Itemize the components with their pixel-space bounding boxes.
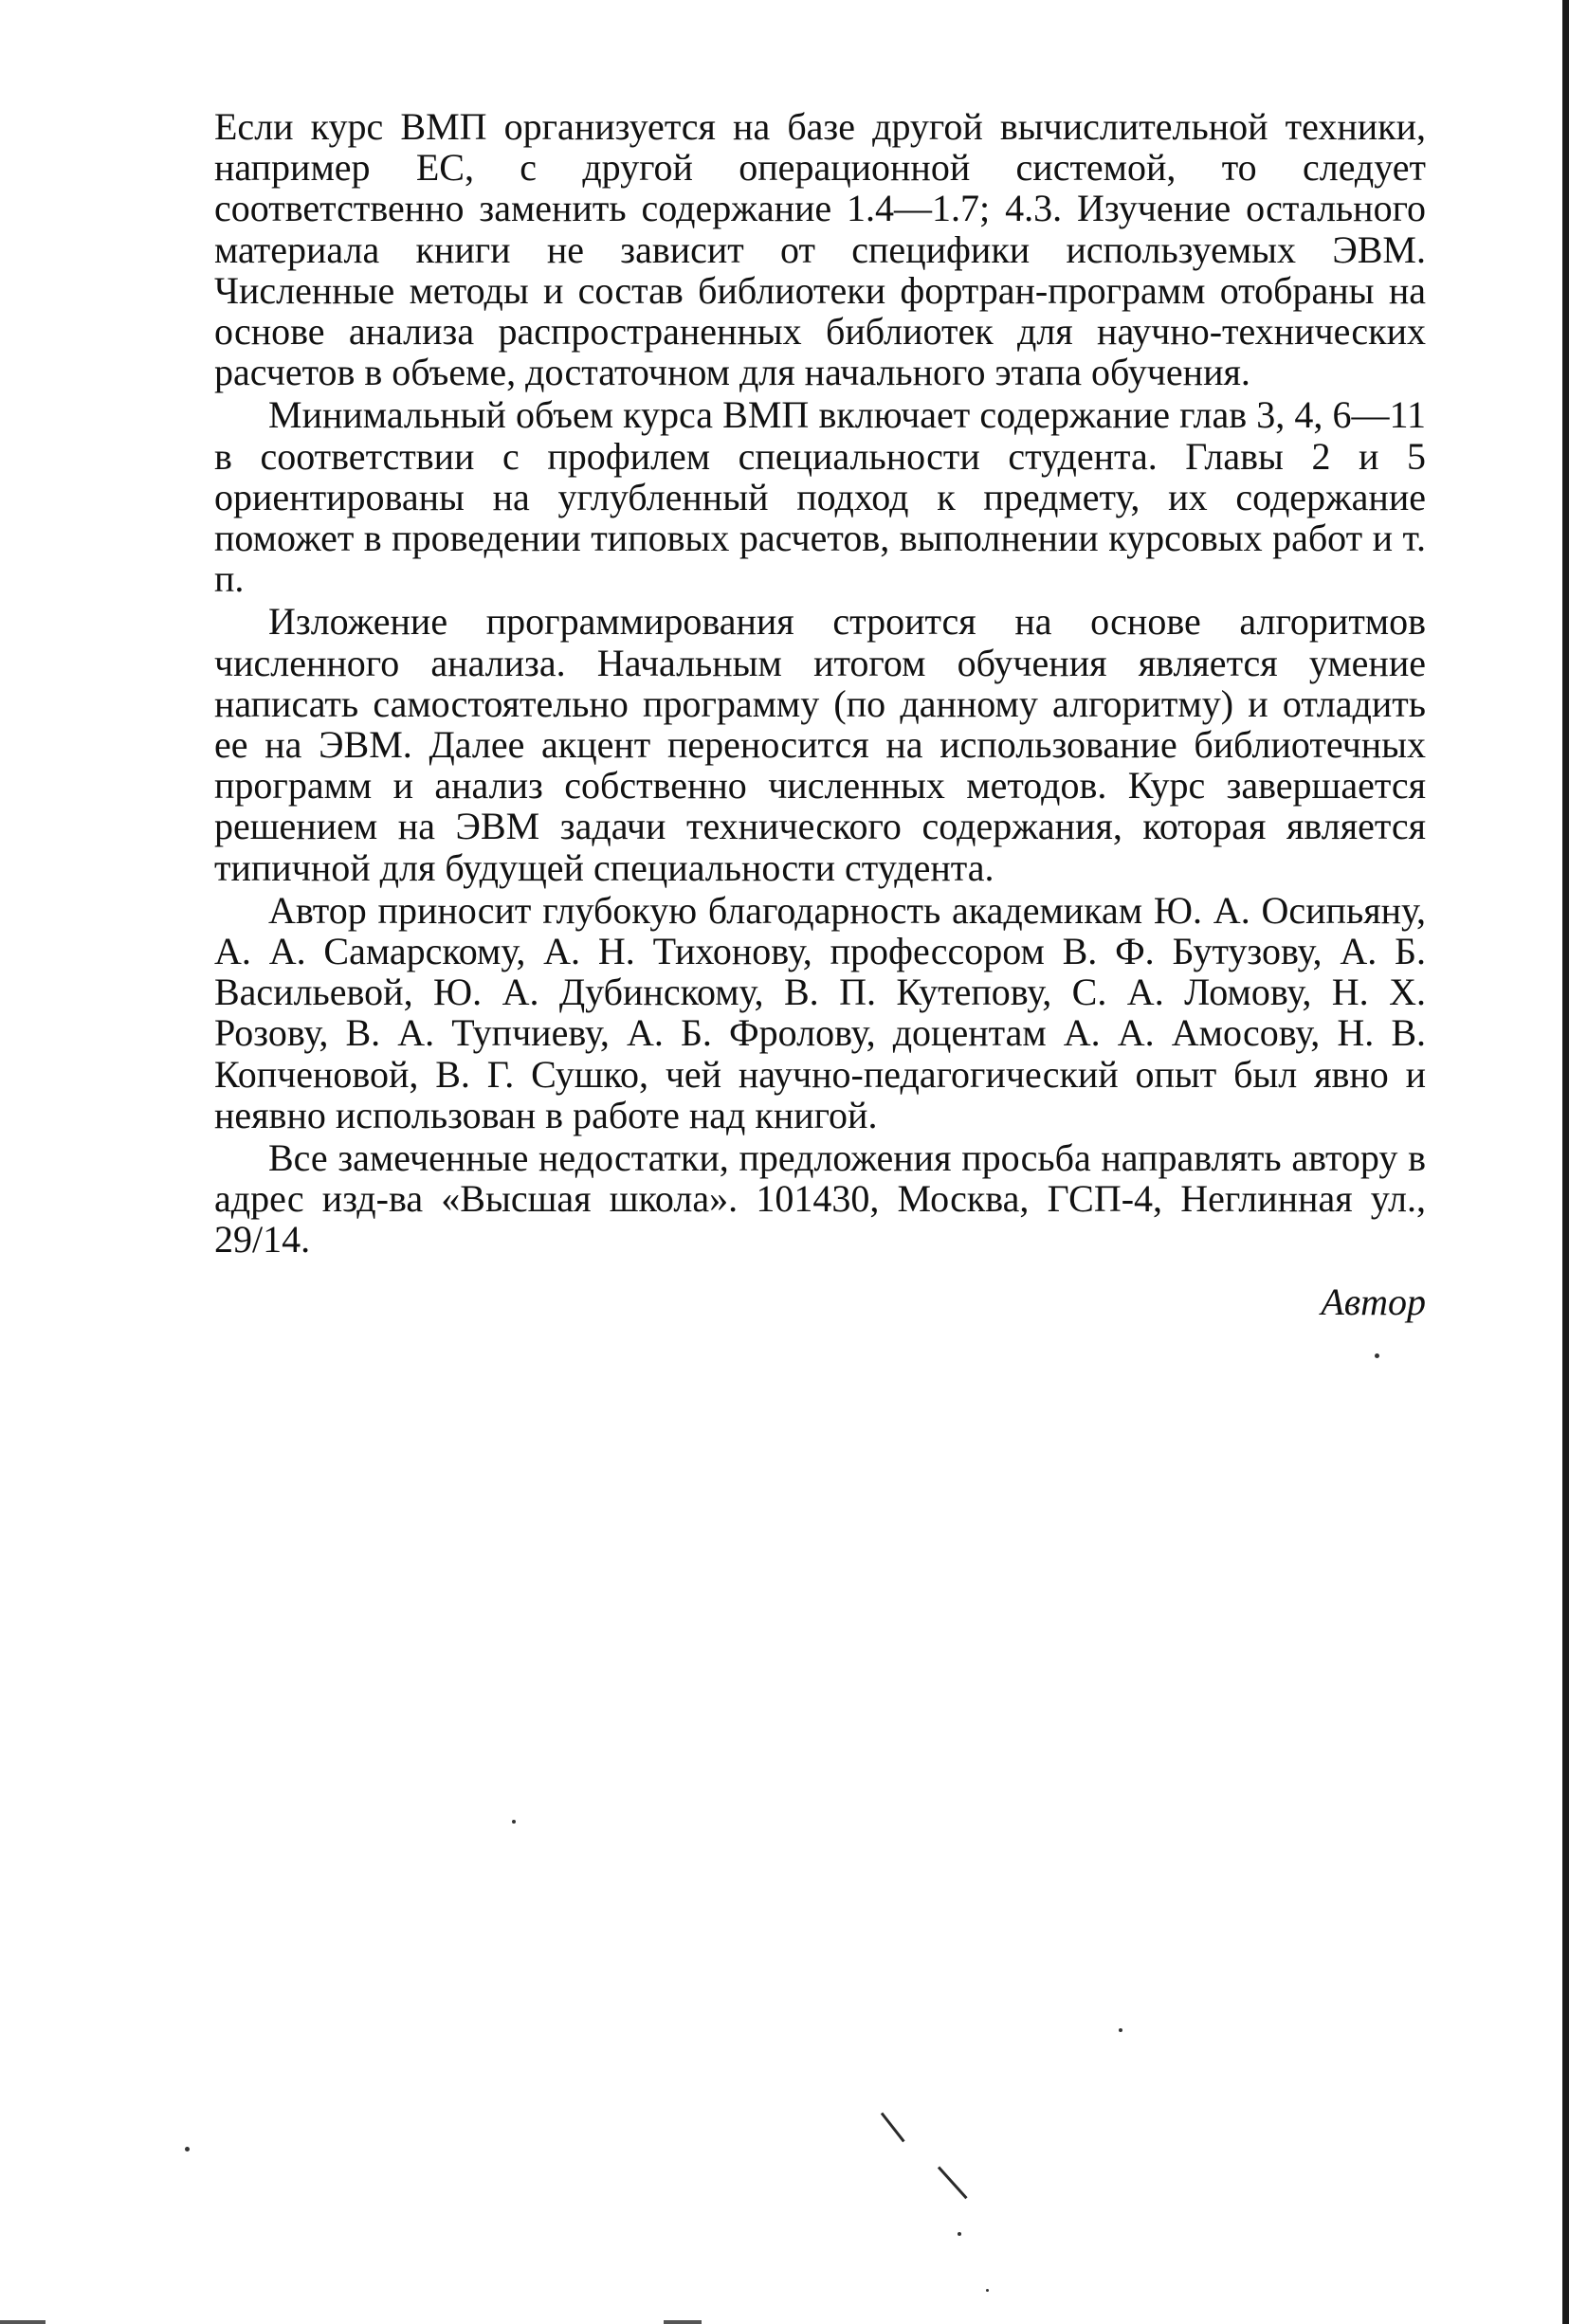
paragraph-programming-approach: Изложение программирования строится на основе алгоритмов численного анализа. Начальным итогом обучения является умение написать самостоятельно программу (по данному алгоритму) и отладить ее на ЭВМ. Далее акцент переносится на использование библиотечных программ и анализ собственно численных методов. Курс завершается решением на ЭВМ задачи технического содержания, которая является типичной для будущей специальности студента. [214,600,1426,889]
scan-scratch [881,2113,905,2143]
author-signature: Автор [1321,1280,1426,1323]
scan-speck [1119,2028,1122,2032]
scan-bottom-mark [664,2320,702,2324]
scan-speck [185,2147,190,2152]
scan-speck [512,1820,516,1824]
paragraph-course-hardware: Если курс ВМП организуется на базе другой вычислительной техники, например ЕС, с другой операционной системой, то следует соответственно заменить содержание 1.4—1.7; 4.3. Изучение остального материала книги не зависит от специфики используемых ЭВМ. Численные методы и состав библиотеки фортран-программ отобраны на основе анализа распространенных библиотек для научно-технических расчетов в объеме, достаточном для начального этапа обучения. [214,105,1426,394]
paragraph-minimal-volume: Минимальный объем курса ВМП включает содержание глав 3, 4, 6—11 в соответствии с профилем специальности студента. Главы 2 и 5 ориентированы на углубленный подход к предмету, их содержание поможет в проведении типовых расчетов, выполнении курсовых работ и т. п. [214,393,1426,601]
paragraph-feedback-address: Все замеченные недостатки, предложения просьба направлять автору в адрес изд-ва «Высшая школа». 101430, Москва, ГСП-4, Неглинная ул., 29/14. [214,1136,1426,1262]
scan-speck [1375,1353,1379,1358]
scan-speck [986,2289,989,2292]
document-page [214,106,1426,1322]
scan-scratch [938,2166,968,2199]
scan-bottom-mark [0,2320,46,2324]
paragraph-acknowledgements: Автор приносит глубокую благодарность академикам Ю. А. Осипьяну, А. А. Самарскому, А. Н. Тихонову, профессором В. Ф. Бутузову, А. Б. Васильевой, Ю. А. Дубинскому, В. П. Кутепову, С. А. Ломову, Н. Х. Розову, В. А. Тупчиеву, А. Б. Фролову, доцентам А. А. Амосову, Н. В. Копченовой, В. Г. Сушко, чей научно-педагогический опыт был явно и неявно использован в работе над книгой. [214,888,1426,1136]
scan-edge-shadow [1562,0,1569,2324]
scan-speck [958,2232,961,2236]
